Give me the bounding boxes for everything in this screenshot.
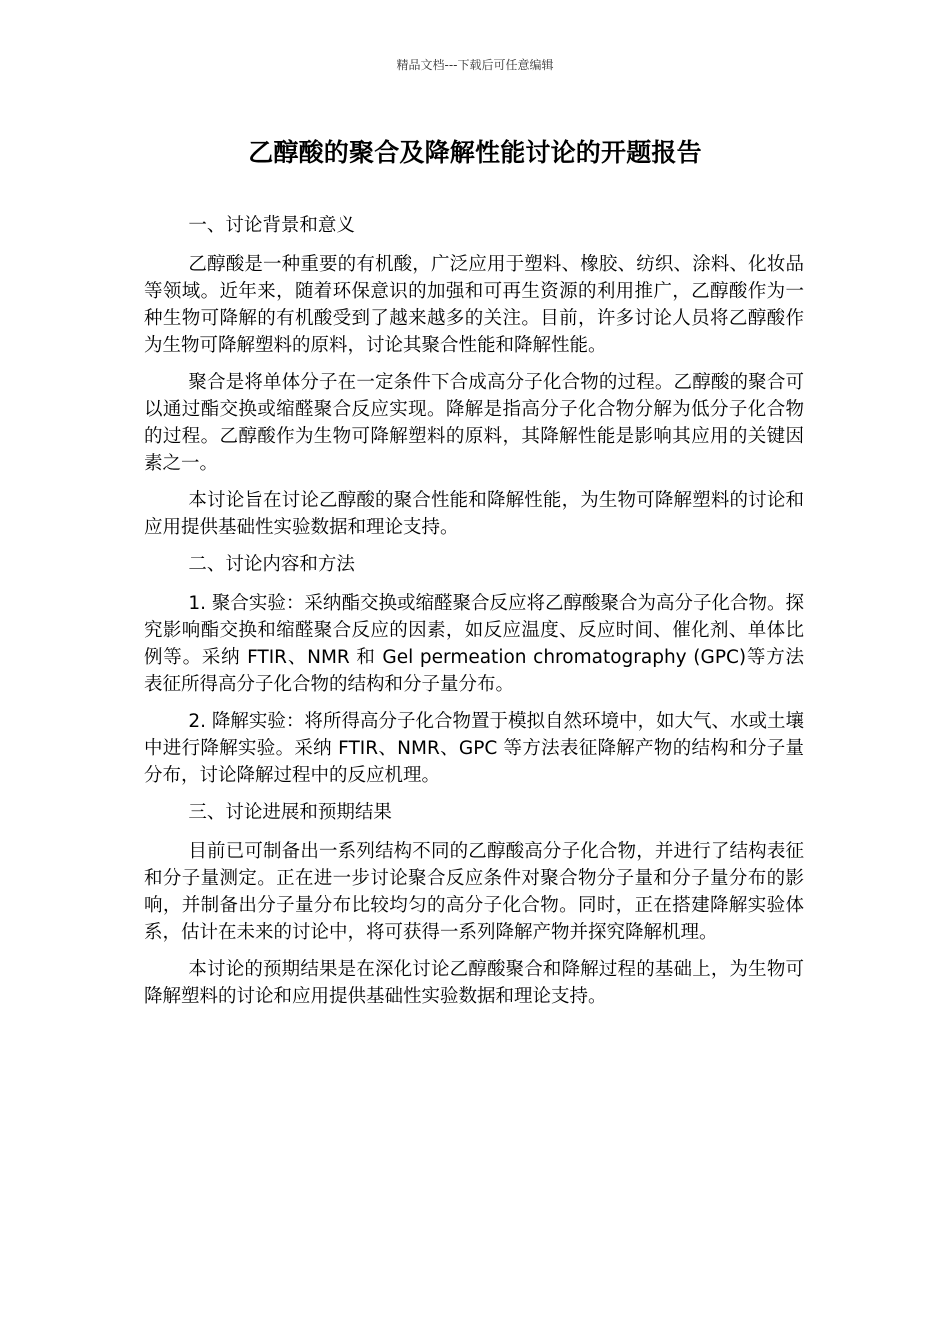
section-heading-background: 一、讨论背景和意义	[188, 215, 355, 236]
page-header: 精品文档---下载后可任意编辑	[396, 58, 554, 72]
document-body	[144, 212, 804, 1020]
paragraph-background-3: 本讨论旨在讨论乙醇酸的聚合性能和降解性能，为生物可降解塑料的讨论和应用提供基础性实验数据和理论支持。	[144, 490, 804, 538]
document-title: 乙醇酸的聚合及降解性能讨论的开题报告	[248, 138, 702, 167]
paragraph-background-2: 聚合是将单体分子在一定条件下合成高分子化合物的过程。乙醇酸的聚合可以通过酯交换或缩醛聚合反应实现。降解是指高分子化合物分解为低分子化合物的过程。乙醇酸作为生物可降解塑料的原料，其降解性能是影响其应用的关键因素之一。	[144, 372, 804, 474]
section-heading-methods: 二、讨论内容和方法	[188, 554, 355, 575]
paragraph-progress-2: 本讨论的预期结果是在深化讨论乙醇酸聚合和降解过程的基础上，为生物可降解塑料的讨论和应用提供基础性实验数据和理论支持。	[144, 959, 804, 1007]
paragraph-background-1: 乙醇酸是一种重要的有机酸，广泛应用于塑料、橡胶、纺织、涂料、化妆品等领域。近年来，随着环保意识的加强和可再生资源的利用推广，乙醇酸作为一种生物可降解的有机酸受到了越来越多的关注。目前，许多讨论人员将乙醇酸作为生物可降解塑料的原料，讨论其聚合性能和降解性能。	[144, 254, 804, 356]
paragraph-methods-2: 2. 降解实验：将所得高分子化合物置于模拟自然环境中，如大气、水或土壤中进行降解实验。采纳 FTIR、NMR、GPC 等方法表征降解产物的结构和分子量分布，讨论降解过程中的反应机理。	[144, 711, 804, 786]
section-heading-progress: 三、讨论进展和预期结果	[188, 802, 392, 823]
paragraph-progress-1: 目前已可制备出一系列结构不同的乙醇酸高分子化合物，并进行了结构表征和分子量测定。正在进一步讨论聚合反应条件对聚合物分子量和分子量分布的影响，并制备出分子量分布比较均匀的高分子化合物。同时，正在搭建降解实验体系，估计在未来的讨论中，将可获得一系列降解产物并探究降解机理。	[144, 841, 804, 943]
paragraph-methods-1: 1. 聚合实验：采纳酯交换或缩醛聚合反应将乙醇酸聚合为高分子化合物。探究影响酯交换和缩醛聚合反应的因素，如反应温度、反应时间、催化剂、单体比例等。采纳 FTIR、NMR 和 Gel permeation chromatography (GPC)等方法表征所得高分子化合物的结构和分子量分布。	[144, 593, 804, 695]
